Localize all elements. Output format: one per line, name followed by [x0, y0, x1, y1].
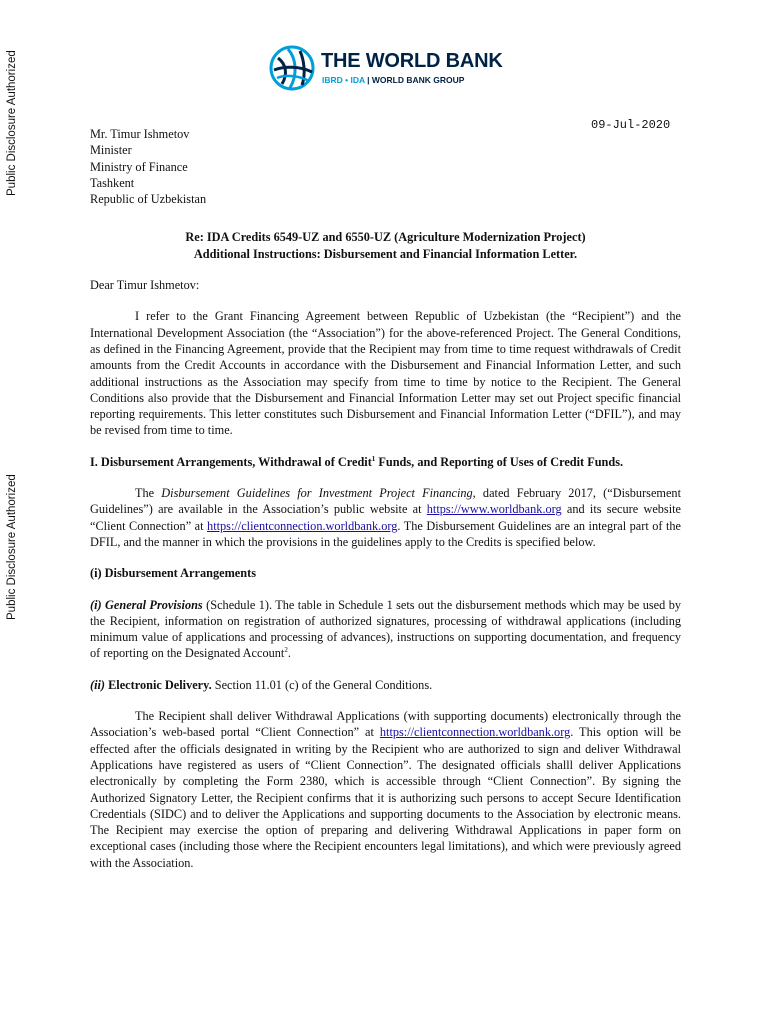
globe-icon	[268, 44, 316, 92]
address-line: Tashkent	[90, 175, 135, 190]
text-run: (Schedule 1). The table in Schedule 1 sets out the disbursement methods which may be used by the Recipient, information on registration of authorized signatures, processing of withdrawal applications (including minimum value of applications and processing of advances), instructions on supporting documentation, and frequency of reporting on the Designated Account	[90, 597, 681, 661]
text-run: . This option will be effected after the officials designated in writing by the Recipient who are authorized to sign and deliver Withdrawal Applications have registered as users of “Client Connection”. The designated officials shalll deliver Applications electronically by completing the Form 2380, which is accessible through “Client Connection”. By signing the Authorized Signatory Letter, the Recipient confirms that it is authorizing such persons to accept Secure Identification Credentials (SIDC) and to deliver the Applications and supporting documents to the Association by electronic means. The Recipient may exercise the option of preparing and delivering Withdrawal Applications in paper form on exceptional cases (including those where the Recipient encounters legal limitations), and which were previously agreed with the Association.	[90, 725, 681, 870]
salutation: Dear Timur Ishmetov:	[90, 278, 200, 293]
letter-date: 09-Jul-2020	[591, 118, 671, 132]
logo-subtitle	[322, 75, 464, 85]
section-heading-part: I. Disbursement Arrangements, Withdrawal of Credit	[90, 454, 372, 469]
paragraph-electronic-applications	[90, 708, 681, 871]
text-run: .	[287, 646, 291, 661]
recipient-address	[90, 126, 681, 207]
worldbank-link[interactable]: https://www.worldbank.org	[426, 502, 562, 517]
logo-title: THE WORLD BANK	[321, 50, 503, 72]
address-line: Ministry of Finance	[90, 159, 188, 174]
address-line: Minister	[90, 143, 132, 158]
client-connection-link[interactable]: https://clientconnection.worldbank.org	[207, 518, 398, 533]
text-run: The	[135, 486, 162, 501]
subject-heading	[90, 229, 681, 262]
text-run: dated February 2017, (“Disbursement Guidelines”) are available in the Association’s public website at	[90, 486, 681, 517]
paragraph-lead: (ii)	[90, 677, 106, 692]
footnote-ref[interactable]: 1	[371, 454, 376, 463]
paragraph-electronic-delivery	[90, 677, 681, 693]
text-run: Section 11.01 (c) of the General Conditions.	[211, 677, 433, 692]
text-run: . The Disbursement Guidelines are an integral part of the DFIL, and the manner in which the provisions in the guidelines apply to the Credits is specified below.	[90, 518, 682, 549]
disclosure-label-middle: Public Disclosure Authorized	[6, 474, 18, 620]
logo-group: | WORLD BANK GROUP	[364, 75, 465, 85]
letter-body	[90, 126, 681, 871]
text-run: and its secure website “Client Connection” at	[90, 502, 682, 533]
disclosure-label-top: Public Disclosure Authorized	[6, 50, 18, 196]
subsection-i-heading: (i) Disbursement Arrangements	[90, 566, 256, 581]
subject-line-1: Re: IDA Credits 6549-UZ and 6550-UZ (Agriculture Modernization Project)	[185, 230, 586, 245]
text-run: The Recipient shall deliver Withdrawal Applications (with supporting documents) electronically through the Association’s web-based portal “Client Connection” at	[90, 709, 681, 740]
paragraph-guidelines	[90, 485, 681, 550]
paragraph-general-provisions	[90, 597, 681, 662]
section-heading-part: Funds, and Reporting of Uses of Credit Funds.	[375, 454, 624, 469]
logo-ibrd-ida: IBRD • IDA	[322, 75, 365, 85]
client-connection-link[interactable]: https://clientconnection.worldbank.org	[379, 725, 571, 740]
section-1-heading	[90, 454, 681, 470]
world-bank-logo	[268, 44, 508, 96]
address-line: Mr. Timur Ishmetov	[90, 127, 190, 141]
paragraph-lead: (i) General Provisions	[90, 597, 203, 612]
address-line: Republic of Uzbekistan	[90, 192, 207, 207]
footnote-ref[interactable]: 2	[284, 646, 288, 655]
paragraph-intro: I refer to the Grant Financing Agreement between Republic of Uzbekistan (the “Recipient”) and the International Development Association (the “Association”) for the above-referenced Project. The General Conditions, as defined in the Financing Agreement, provide that the Recipient may from time to time request withdrawals of Credit amounts from the Credit Accounts in accordance with the Disbursement and Financial Information Letter, and such additional instructions as the Association may specify from time to time by notice to the Recipient. The General Conditions also provide that the Disbursement and Financial Information Letter may set out Project specific financial reporting requirements. This letter constitutes such Disbursement and Financial Information Letter (“DFIL”), and may be revised from time to time.	[90, 309, 681, 438]
subject-line-2: Additional Instructions: Disbursement and Financial Information Letter.	[193, 246, 578, 261]
guidelines-title: Disbursement Guidelines for Investment Project Financing,	[161, 486, 476, 501]
paragraph-lead: Electronic Delivery.	[105, 677, 212, 692]
